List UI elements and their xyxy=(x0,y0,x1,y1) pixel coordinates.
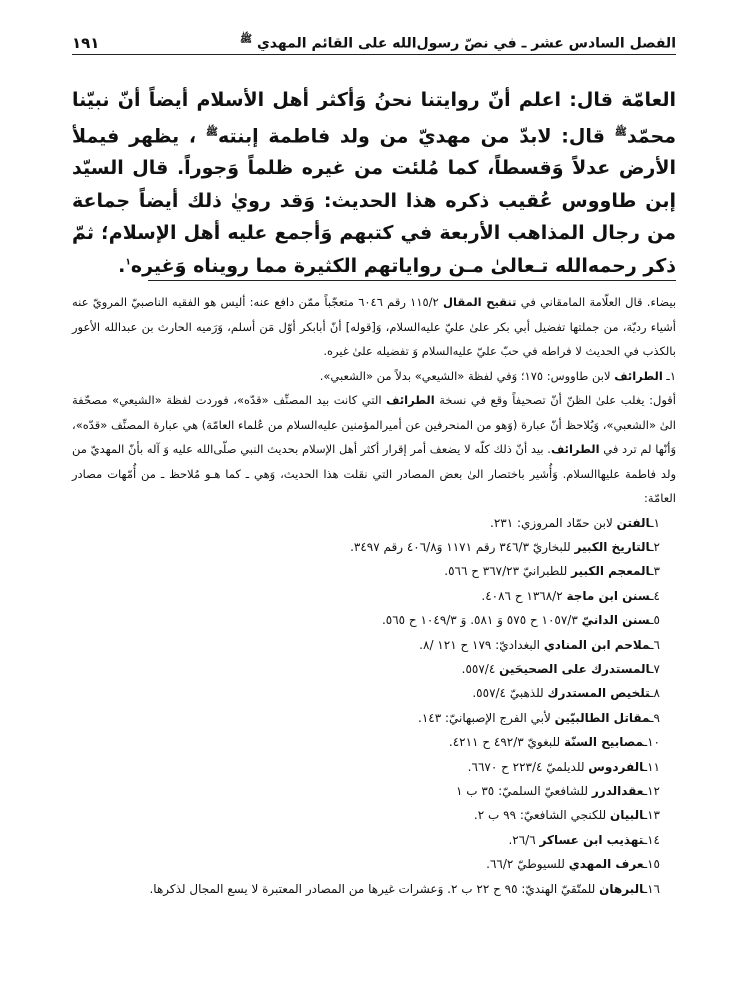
honorific-symbol-icon: ﷺ xyxy=(240,34,253,46)
source-item xyxy=(72,681,660,705)
source-title: عرف المهدي xyxy=(568,857,644,872)
editor-comment xyxy=(72,388,676,511)
source-detail: لأبي الفرج الإصبهانيّ: ١٤٣. xyxy=(418,710,555,725)
source-title: مصابيح السنّة xyxy=(563,735,644,750)
chapter-title xyxy=(240,33,676,52)
source-item xyxy=(72,511,660,535)
main-line-5-end: . xyxy=(118,254,126,277)
source-title: البرهان xyxy=(599,881,644,896)
header-divider xyxy=(72,54,676,55)
source-title: سنن ابن ماجة xyxy=(566,588,651,603)
source-title: التاريخ الكبير xyxy=(574,539,651,554)
comment-text: التي كانت بيد المصنِّف «قدّه»، فوردت لفظة «الشيعي» مصحّفة الىٰ «الشعبي»، وَيُلاحظ أنّ عبارة (وَهو من المنحرفين عن أميرالمؤمنين عليه‌السلام من عُلماء العامّة) هي عبارة المصنِّف «قدّه»، وَأنّها لم ترد في xyxy=(72,393,676,456)
running-header xyxy=(72,30,676,52)
source-detail: البغداديّ: ١٧٩ ح ١٢١ /٨. xyxy=(419,637,544,652)
source-number: ٧ـ xyxy=(650,661,660,676)
source-detail: للسيوطيّ ٦٦/٢. xyxy=(486,857,569,872)
source-number: ٥ـ xyxy=(650,613,660,628)
book-title: الطرائف xyxy=(386,393,435,407)
source-item xyxy=(72,803,660,827)
source-detail: ١٣٦٨/٢ ح ٤٠٨٦. xyxy=(481,588,567,603)
source-detail: للبغويّ ٤٩٢/٣ ح ٤٢١١. xyxy=(448,735,564,750)
source-detail: للطبرانيّ ٣٦٧/٢٣ ح ٥٦٦. xyxy=(444,564,572,579)
main-line-4: رجال المذاهب الأربعة في كتبهم وَأجمع عليه أهل الإسلام؛ ثمّ ذكر رحمه‌الله تـعالىٰ مـن xyxy=(72,222,676,277)
page-number: ١٩١ xyxy=(72,34,100,52)
main-paragraph xyxy=(72,84,676,282)
source-detail: للمتّقيّ الهنديّ: ٩٥ ح ٢٢ ب ٢. وَعشرات غيرها من المصادر المعتبرة لا يسع المجال لذكرها. xyxy=(149,881,600,896)
sources-list xyxy=(72,511,676,902)
book-title: تنقيح المقال xyxy=(443,295,517,309)
chapter-title-text: الفصل السادس عشر ـ في نصّ رسول‌الله على القائم المهدي xyxy=(256,36,676,52)
honorific-symbol-icon: ﷺ xyxy=(205,126,218,138)
source-item xyxy=(72,657,660,681)
source-item xyxy=(72,706,660,730)
main-line-2: مهديّ من ولد فاطمة إبنته xyxy=(217,124,471,147)
source-item xyxy=(72,730,660,754)
source-item xyxy=(72,633,660,657)
source-number: ١٤ـ xyxy=(643,832,660,847)
source-item xyxy=(72,779,660,803)
source-title: المعجم الكبير xyxy=(571,564,651,579)
source-item xyxy=(72,608,660,632)
main-line-3: وَجوراً. قال السيّد إبن طاووس عُقيب ذكره هذا الحديث: وَقد رويٰ ذلك أيضاً جماعة من xyxy=(72,157,676,245)
footnote-marker[interactable]: ١ xyxy=(125,257,131,268)
source-item xyxy=(72,584,660,608)
source-item xyxy=(72,535,660,559)
footnote-number: ١ـ xyxy=(662,368,676,383)
main-line-5: رواياتهم الكثيرة مما رويناه وَغيره xyxy=(130,254,442,277)
footnote-divider xyxy=(148,280,676,281)
source-number: ٨ـ xyxy=(650,686,660,701)
source-number: ٢ـ xyxy=(650,539,660,554)
source-detail: ٥٥٧/٤. xyxy=(461,661,500,676)
book-title: الطرائف xyxy=(550,442,600,456)
source-item xyxy=(72,852,660,876)
source-title: تلخيص المستدرك xyxy=(547,686,651,701)
source-detail: للبخاريّ ٣٤٦/٣ رقم ١١٧١ وَ٤٠٦/٨ رقم ٣٤٩٧. xyxy=(350,539,575,554)
source-number: ١ـ xyxy=(650,515,660,530)
source-detail: للديلميّ ٢٢٣/٤ ح ٦٦٧٠. xyxy=(467,759,589,774)
source-item xyxy=(72,828,660,852)
source-number: ١١ـ xyxy=(643,759,660,774)
comment-text: أقول: يغلب علىٰ الظنّ أنّ تصحيفاً وقع في نسخة xyxy=(434,393,676,407)
source-item xyxy=(72,755,660,779)
source-title: عقدالدرر xyxy=(591,783,644,798)
source-number: ٩ـ xyxy=(650,710,660,725)
footnote-1 xyxy=(72,364,676,389)
source-detail: للذهبيّ ٥٥٧/٤. xyxy=(472,686,548,701)
source-detail: ٢٦/٦. xyxy=(508,832,540,847)
source-number: ١٢ـ xyxy=(643,783,660,798)
source-title: تهذيب ابن عساكر xyxy=(539,832,644,847)
source-title: ملاحم ابن المنادي xyxy=(543,637,651,652)
source-number: ٦ـ xyxy=(650,637,660,652)
main-line-2-end: ، يظهر فيملأ الأرض عدلاً وَقسطاً، كما مُلئت من غيره ظلماً xyxy=(72,124,676,180)
salawat-symbol-icon: ﷺ xyxy=(614,126,627,138)
source-number: ١٣ـ xyxy=(643,808,660,823)
source-number: ٤ـ xyxy=(650,588,660,603)
source-number: ٣ـ xyxy=(650,564,660,579)
source-detail: للشافعيّ السلميّ: ٣٥ ب ١ xyxy=(455,783,592,798)
footnote-continuation xyxy=(72,290,676,364)
source-number: ١٦ـ xyxy=(643,881,660,896)
source-detail: للكنجي الشافعيّ: ٩٩ ب ٢. xyxy=(473,808,611,823)
footnote-text: بيضاء. قال العلّامة المامقاني في xyxy=(516,295,677,309)
footnote-text: ١١٥/٢ رقم ٦٠٤٦ متعجّباً ممّن دافع عنه: أليس هو الفقيه الناصبيّ المرويّ عنه أشياء رديّة، من جملتها تفضيل أبي بكر علىٰ عليّ عليه‌السلام، وَ[قوله] أنّ أبابكر أوّل مَن أسلم، وَرَميه الحارث بن عبدالله الأعور بالكذب في الحديث لا فراطه في حبّ عليّ عليه‌السلام وَ تفضيله علىٰ غيره. xyxy=(72,295,676,358)
main-line-1-end: قال: لابدّ من xyxy=(480,124,615,147)
source-title: الفتن xyxy=(616,515,651,530)
footnote-text: لابن طاووس: ١٧٥؛ وَفي لفظة «الشيعي» بدلاً من «الشعبي». xyxy=(319,368,615,383)
source-item xyxy=(72,559,660,583)
source-detail: ١٠٥٧/٣ ح ٥٧٥ وَ ٥٨١. وَ ١٠٤٩/٣ ح ٥٦٥. xyxy=(381,613,582,628)
source-title: الفردوس xyxy=(588,759,644,774)
source-title: مقاتل الطالبيّين xyxy=(554,710,651,725)
comment-text: . بيد أنّ ذلك كلّه لا يضعف أمر إقرار أكثر أهل الإسلام بحديث النبي صلّى‌الله عليه وَ آله بأنّ المهديّ من ولد فاطمة عليهاالسلام. وَأُشير باختصار الىٰ بعض المصادر التي نقلت هذا الحديث، وَهي ـ كما هـو مُلاحظ ـ من أُمّهات مصادر العامّة: xyxy=(72,442,676,505)
book-title: الطرائف xyxy=(614,368,663,383)
footnotes xyxy=(72,290,676,901)
source-number: ١٠ـ xyxy=(643,735,660,750)
source-item xyxy=(72,877,660,901)
source-title: البيان xyxy=(610,808,644,823)
source-detail: لابن حمّاد المروزي: ٢٣١. xyxy=(489,515,617,530)
source-title: سنن الدانيّ xyxy=(581,613,651,628)
source-number: ١٥ـ xyxy=(643,857,660,872)
source-title: المستدرك على الصحيحَين xyxy=(499,661,651,676)
main-line-1: العامّة قال: اعلم أنّ روايتنا نحنُ وَأكثر أهل الأسلام أيضاً أنّ نبيّنا محمّد xyxy=(72,89,676,147)
main-text xyxy=(72,84,676,282)
